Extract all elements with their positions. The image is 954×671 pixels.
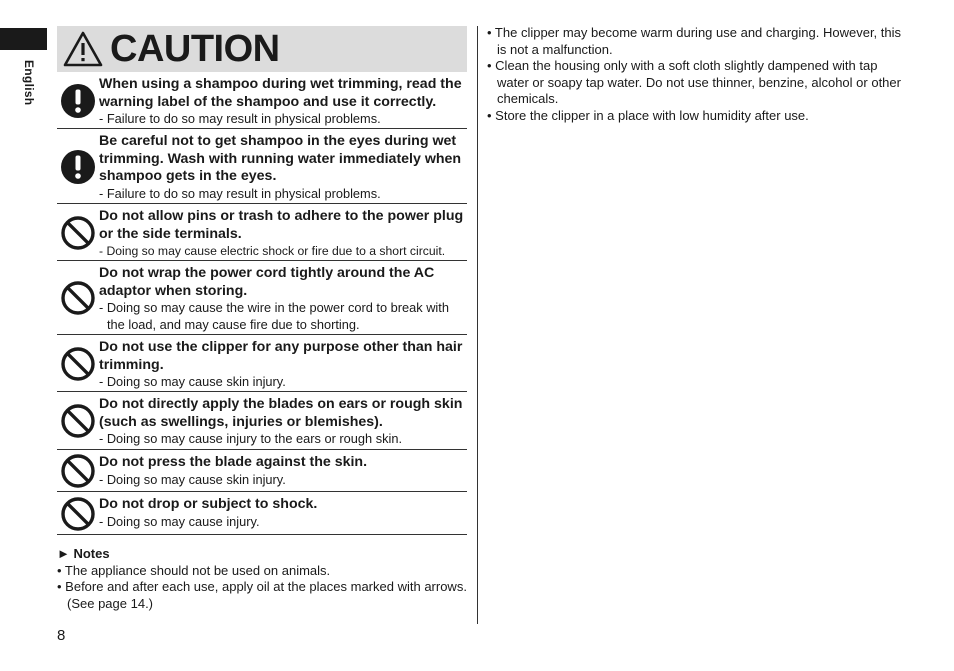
page-number: 8 <box>57 627 66 644</box>
caution-item <box>57 450 467 492</box>
caution-item-desc: - Failure to do so may result in physical problems. <box>99 111 381 126</box>
language-tab <box>0 28 47 50</box>
caution-item <box>57 261 467 335</box>
caution-item-desc: - Failure to do so may result in physical problems. <box>99 185 381 201</box>
exclamation-icon <box>60 83 96 119</box>
column-divider <box>477 26 478 624</box>
caution-item-title: Be careful not to get shampoo in the eyes during wet trimming. Wash with running water immediately when shampoo gets in the eyes. <box>99 133 462 184</box>
prohibition-icon <box>60 453 96 489</box>
caution-item-desc: - Doing so may cause electric shock or fire due to a short circuit. <box>99 244 446 258</box>
prohibition-icon <box>60 403 96 439</box>
caution-item-title: Do not press the blade against the skin. <box>99 454 368 470</box>
bullet-item: • Store the clipper in a place with low humidity after use. <box>487 107 809 123</box>
caution-title: CAUTION <box>110 27 280 70</box>
caution-item-title: Do not allow pins or trash to adhere to the power plug or the side terminals. <box>99 208 464 242</box>
bullet-item: • The clipper may become warm during use and charging. However, this is not a malfunction. <box>487 25 902 57</box>
caution-item-desc: - Doing so may cause skin injury. <box>99 471 286 487</box>
prohibition-icon <box>60 496 96 532</box>
caution-item <box>57 129 467 204</box>
caution-item-desc: - Doing so may cause injury. <box>99 513 260 529</box>
warning-triangle-icon <box>62 30 104 68</box>
caution-item-title: Do not wrap the power cord tightly around the AC adaptor when storing. <box>99 265 435 299</box>
caution-item-title: Do not use the clipper for any purpose other than hair trimming. <box>99 339 463 373</box>
language-label: English <box>22 60 36 106</box>
caution-item <box>57 204 467 261</box>
notes-item: • Before and after each use, apply oil at the places marked with arrows. (See page 14.) <box>57 579 467 611</box>
caution-item <box>57 72 467 129</box>
prohibition-icon <box>60 280 96 316</box>
notes-item: • The appliance should not be used on animals. <box>57 562 331 578</box>
caution-item-title: Do not drop or subject to shock. <box>99 496 318 512</box>
caution-item-desc: - Doing so may cause the wire in the power cord to break with the load, and may cause fire due to shorting. <box>99 300 449 332</box>
caution-item-desc: - Doing so may cause skin injury. <box>99 374 286 389</box>
caution-item-title: Do not directly apply the blades on ears or rough skin (such as swellings, injuries or blemishes). <box>99 396 463 430</box>
right-column <box>487 25 907 124</box>
caution-item-title: When using a shampoo during wet trimming, read the warning label of the shampoo and use it correctly. <box>99 76 462 110</box>
caution-header <box>57 26 467 72</box>
caution-list <box>57 72 467 535</box>
prohibition-icon <box>60 346 96 382</box>
prohibition-icon <box>60 215 96 251</box>
notes-section <box>57 546 469 612</box>
exclamation-icon <box>60 149 96 185</box>
caution-item <box>57 335 467 392</box>
bullet-item: • Clean the housing only with a soft cloth slightly dampened with tap water or soapy tap water. Do not use thinner, benzine, alcohol or other chemicals. <box>487 58 901 106</box>
caution-item <box>57 492 467 535</box>
caution-item-desc: - Doing so may cause injury to the ears or rough skin. <box>99 431 403 446</box>
notes-title: ► Notes <box>57 546 110 561</box>
caution-item <box>57 392 467 450</box>
